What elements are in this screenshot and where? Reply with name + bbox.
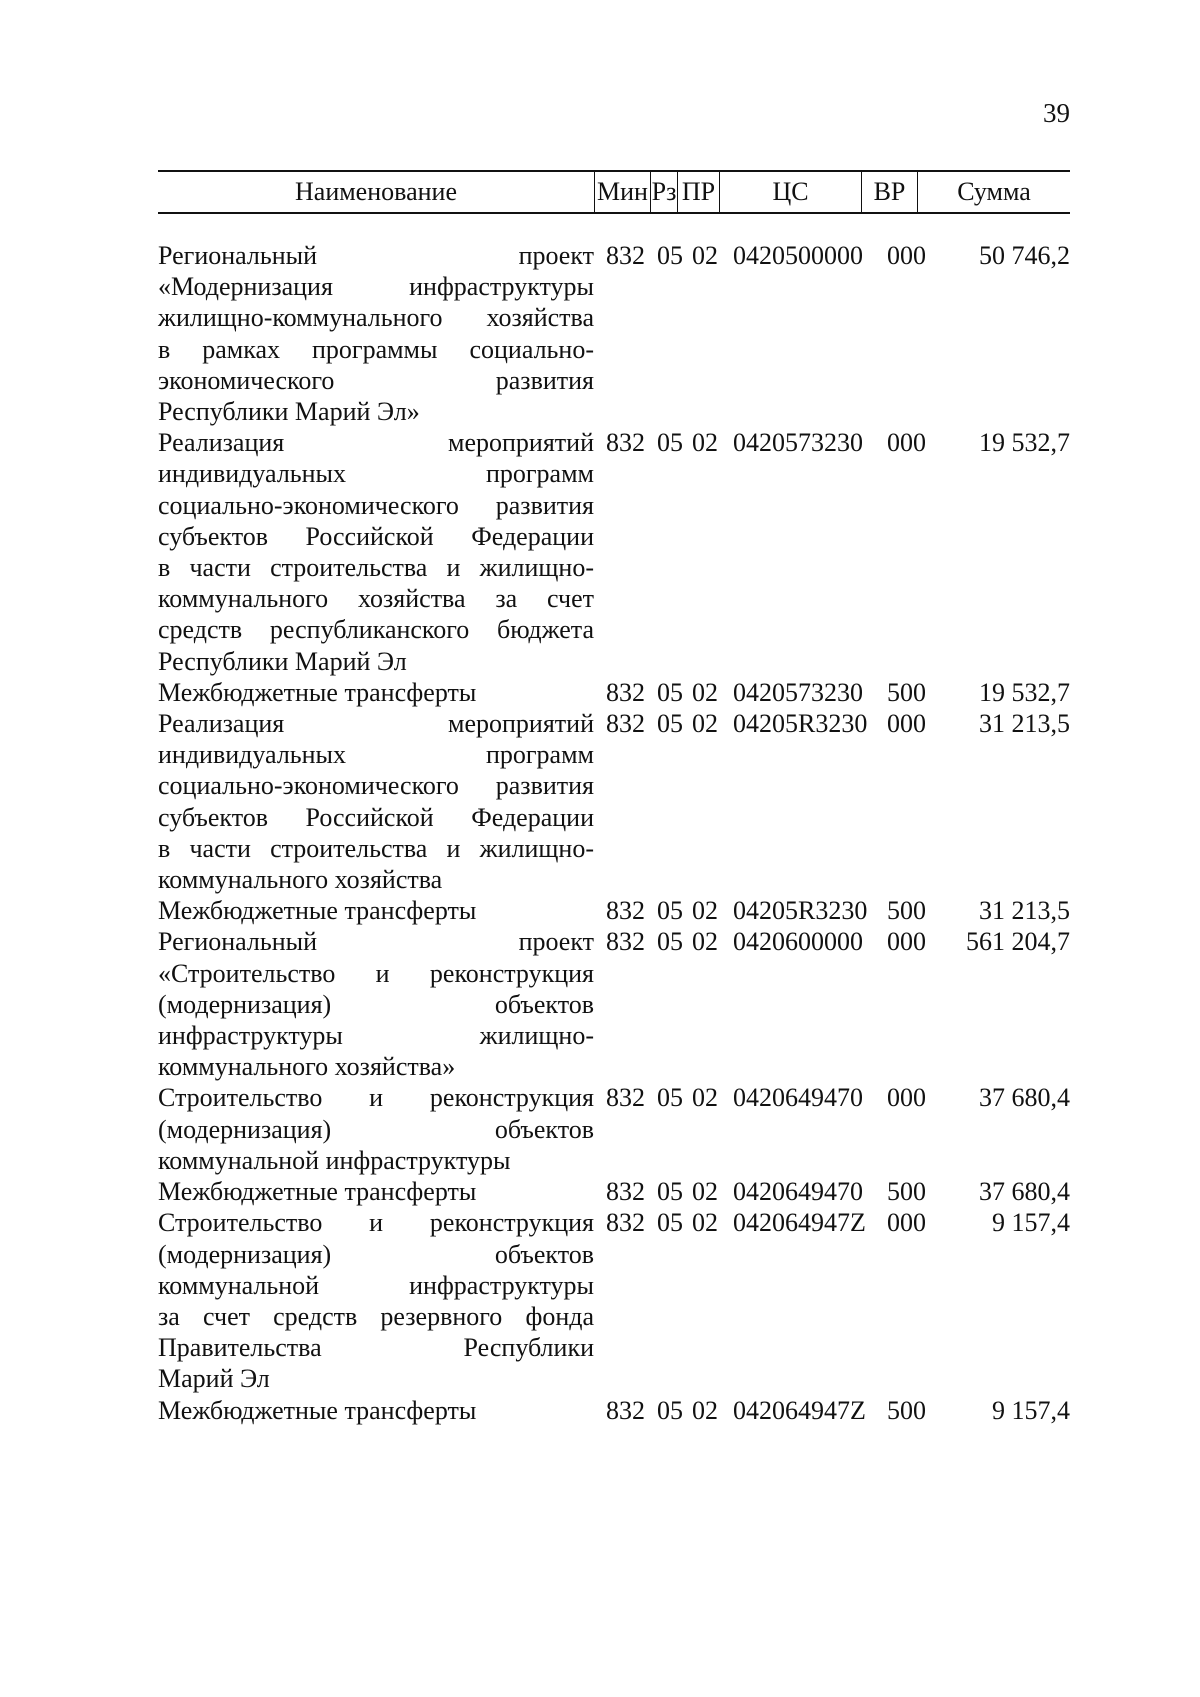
row-name-line: средств республиканского бюджета <box>158 615 594 645</box>
cell-pr: 02 <box>692 896 718 926</box>
row-name-line: социально-экономического развития <box>158 771 594 801</box>
cell-rz: 05 <box>657 709 683 739</box>
row-name-line: коммунального хозяйства <box>158 865 443 895</box>
cell-min: 832 <box>606 677 645 707</box>
cell-sum: 19 532,7 <box>979 677 1070 707</box>
row-name-line: Республики Марий Эл» <box>158 397 420 427</box>
cell-sum: 31 213,5 <box>979 896 1070 926</box>
cell-cs: 0420649470 <box>733 1083 863 1113</box>
cell-pr: 02 <box>692 428 718 458</box>
cell-cs: 0420573230 <box>733 677 863 707</box>
row-name-line: экономического развития <box>158 365 594 395</box>
table-body <box>158 240 1070 1426</box>
row-name-line: инфраструктуры жилищно- <box>158 1021 594 1051</box>
row-name-line: коммунальной инфраструктуры <box>158 1270 594 1300</box>
cell-pr: 02 <box>692 677 718 707</box>
cell-pr: 02 <box>692 709 718 739</box>
cell-vr: 000 <box>887 241 926 270</box>
table-header <box>158 170 1070 214</box>
row-name <box>158 677 594 708</box>
cell-min: 832 <box>606 1395 645 1425</box>
row-name-line: Реализация мероприятий <box>158 428 594 458</box>
cell-vr: 500 <box>887 896 926 926</box>
cell-vr: 000 <box>887 927 926 957</box>
row-name-line: субъектов Российской Федерации <box>158 521 594 551</box>
cell-vr: 000 <box>887 1208 926 1238</box>
row-name-line: индивидуальных программ <box>158 740 594 770</box>
table-row <box>158 1395 1070 1426</box>
row-name-line: Реализация мероприятий <box>158 709 594 739</box>
row-name-line: «Строительство и реконструкция <box>158 958 594 988</box>
cell-rz: 05 <box>657 1208 683 1238</box>
cell-vr: 000 <box>887 1083 926 1113</box>
table-row <box>158 1207 1070 1394</box>
table-row <box>158 895 1070 926</box>
cell-rz: 05 <box>657 428 683 458</box>
cell-cs: 0420600000 <box>733 927 863 957</box>
row-name-line: Межбюджетные трансферты <box>158 1395 477 1425</box>
row-name-line: за счет средств резервного фонда <box>158 1301 594 1331</box>
cell-min: 832 <box>606 927 645 957</box>
cell-rz: 05 <box>657 241 683 270</box>
cell-rz: 05 <box>657 1177 683 1207</box>
row-name <box>158 240 594 427</box>
row-name-line: в части строительства и жилищно- <box>158 553 594 583</box>
row-name <box>158 895 594 926</box>
row-name-line: Правительства Республики <box>158 1333 594 1363</box>
cell-sum: 37 680,4 <box>979 1083 1070 1113</box>
row-name-line: жилищно-коммунального хозяйства <box>158 303 594 333</box>
cell-vr: 500 <box>887 1395 926 1425</box>
row-name <box>158 1176 594 1207</box>
row-name-line: (модернизация) объектов <box>158 989 594 1019</box>
row-name-line: коммунального хозяйства» <box>158 1052 456 1082</box>
row-name-line: Строительство и реконструкция <box>158 1083 594 1113</box>
cell-min: 832 <box>606 241 645 270</box>
cell-cs: 0420573230 <box>733 428 863 458</box>
cell-min: 832 <box>606 1083 645 1113</box>
cell-min: 832 <box>606 896 645 926</box>
row-name <box>158 427 594 677</box>
column-header-name: Наименование <box>295 177 457 206</box>
row-name-line: в части строительства и жилищно- <box>158 833 594 863</box>
row-codes <box>594 1207 1070 1394</box>
cell-vr: 000 <box>887 428 926 458</box>
header-bottom-rule <box>158 212 1070 214</box>
row-name-line: «Модернизация инфраструктуры <box>158 272 594 302</box>
table-row <box>158 240 1070 427</box>
cell-pr: 02 <box>692 927 718 957</box>
cell-pr: 02 <box>692 241 718 270</box>
cell-rz: 05 <box>657 1395 683 1425</box>
row-name-line: индивидуальных программ <box>158 459 594 489</box>
row-codes <box>594 1176 1070 1207</box>
row-codes <box>594 895 1070 926</box>
column-header-min: Мин <box>594 172 650 212</box>
row-name <box>158 1207 594 1394</box>
cell-rz: 05 <box>657 1083 683 1113</box>
cell-rz: 05 <box>657 896 683 926</box>
row-name-line: в рамках программы социально- <box>158 334 594 364</box>
row-codes <box>594 427 1070 677</box>
cell-sum: 37 680,4 <box>979 1177 1070 1207</box>
row-name-line: Строительство и реконструкция <box>158 1208 594 1238</box>
cell-cs: 0420500000 <box>733 241 863 270</box>
row-name <box>158 708 594 895</box>
cell-min: 832 <box>606 1177 645 1207</box>
column-header-sum: Сумма <box>917 172 1070 212</box>
cell-min: 832 <box>606 428 645 458</box>
cell-pr: 02 <box>692 1395 718 1425</box>
cell-pr: 02 <box>692 1177 718 1207</box>
row-name-line: (модернизация) объектов <box>158 1114 594 1144</box>
table-row <box>158 708 1070 895</box>
cell-rz: 05 <box>657 927 683 957</box>
header-row <box>158 172 1070 212</box>
cell-cs: 04205R3230 <box>733 709 868 739</box>
cell-vr: 000 <box>887 709 926 739</box>
cell-min: 832 <box>606 1208 645 1238</box>
cell-rz: 05 <box>657 677 683 707</box>
row-name <box>158 926 594 1082</box>
cell-sum: 561 204,7 <box>966 927 1070 957</box>
cell-sum: 50 746,2 <box>979 241 1070 270</box>
cell-cs: 04205R3230 <box>733 896 868 926</box>
row-name-line: (модернизация) объектов <box>158 1239 594 1269</box>
table-row <box>158 1176 1070 1207</box>
column-header-rz: Рз <box>650 172 677 212</box>
row-codes <box>594 926 1070 1082</box>
row-codes <box>594 677 1070 708</box>
row-name-line: субъектов Российской Федерации <box>158 802 594 832</box>
cell-min: 832 <box>606 709 645 739</box>
row-name-line: Региональный проект <box>158 927 594 957</box>
row-name-line: Межбюджетные трансферты <box>158 1177 477 1207</box>
row-name-line: коммунального хозяйства за счет <box>158 584 594 614</box>
row-name-line: Межбюджетные трансферты <box>158 896 477 926</box>
cell-sum: 31 213,5 <box>979 709 1070 739</box>
cell-pr: 02 <box>692 1208 718 1238</box>
row-name-line: Региональный проект <box>158 241 594 270</box>
table-row <box>158 1082 1070 1176</box>
column-header-vr: ВР <box>861 172 917 212</box>
cell-cs: 042064947Z <box>733 1395 866 1425</box>
cell-sum: 19 532,7 <box>979 428 1070 458</box>
cell-sum: 9 157,4 <box>992 1208 1070 1238</box>
column-header-pr: ПР <box>677 172 719 212</box>
table-row <box>158 677 1070 708</box>
row-name <box>158 1082 594 1176</box>
table-row <box>158 427 1070 677</box>
row-name-line: коммунальной инфраструктуры <box>158 1145 511 1175</box>
page-number: 39 <box>1043 98 1070 128</box>
row-codes <box>594 708 1070 895</box>
row-codes <box>594 1082 1070 1176</box>
cell-cs: 042064947Z <box>733 1208 866 1238</box>
cell-sum: 9 157,4 <box>992 1395 1070 1425</box>
row-codes <box>594 240 1070 427</box>
cell-cs: 0420649470 <box>733 1177 863 1207</box>
cell-pr: 02 <box>692 1083 718 1113</box>
row-name-line: Марий Эл <box>158 1364 270 1394</box>
row-name-line: Республики Марий Эл <box>158 646 407 676</box>
table-row <box>158 926 1070 1082</box>
row-name-line: Межбюджетные трансферты <box>158 677 477 707</box>
cell-vr: 500 <box>887 677 926 707</box>
column-header-cs: ЦС <box>719 172 861 212</box>
row-name <box>158 1395 594 1426</box>
row-codes <box>594 1395 1070 1426</box>
row-name-line: социально-экономического развития <box>158 490 594 520</box>
cell-vr: 500 <box>887 1177 926 1207</box>
